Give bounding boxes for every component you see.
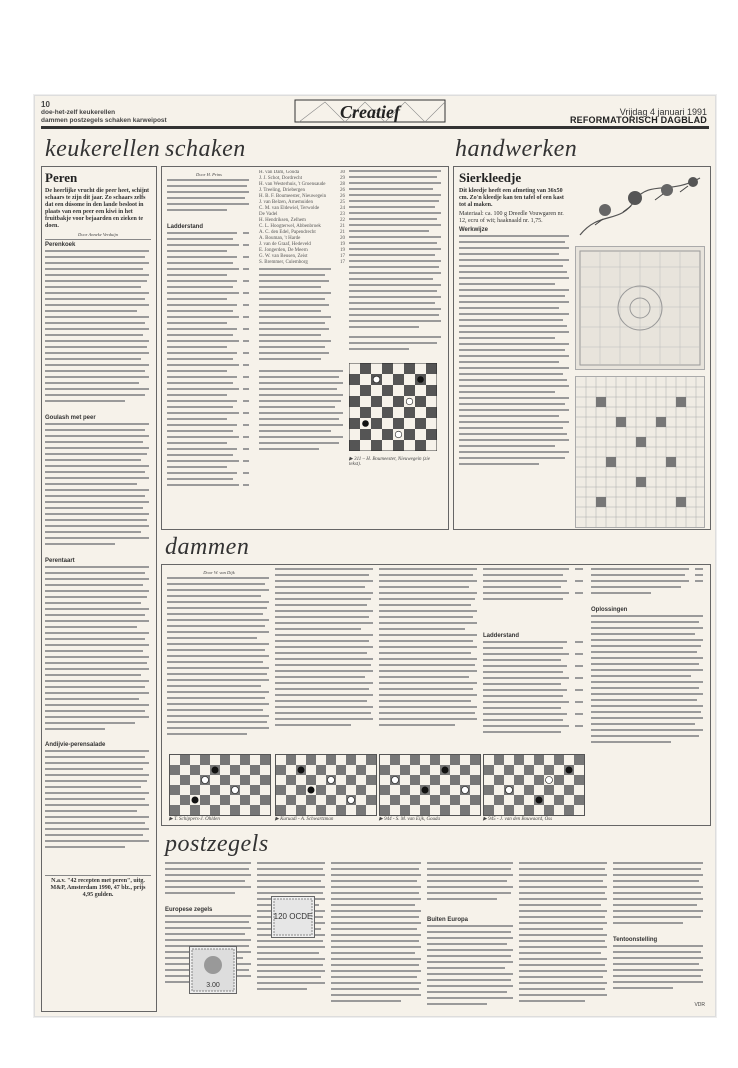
kook-body-3 xyxy=(45,566,151,736)
stamp-europe xyxy=(189,946,237,994)
stamp-ocde xyxy=(271,896,315,938)
dammen-col-4-top xyxy=(483,568,585,628)
stamp-ocde-art xyxy=(272,897,314,937)
section-title-keukerellen: keukerellen xyxy=(45,136,161,162)
schaken-col-1 xyxy=(167,170,251,524)
postzegels-col-6-top xyxy=(613,862,705,932)
flower-illustration xyxy=(575,170,705,240)
postzegels-heading-europa: Europese zegels xyxy=(165,907,213,914)
svg-text:3.00: 3.00 xyxy=(206,982,220,989)
dammen-ladder-list xyxy=(483,641,585,751)
dammen-col-3 xyxy=(379,568,479,752)
postzegels-col-3 xyxy=(331,862,423,1010)
postzegels-col-3-text xyxy=(331,862,423,1010)
schaken-row: C. L. Hoogterwel, Abbenbroek 21 xyxy=(259,224,345,229)
handwerken-title: Sierkleedje xyxy=(459,170,522,185)
chess-caption: ▶ 311 – H. Boumeester, Nieuwegein (zie tekst). xyxy=(349,457,430,468)
kook-heading-andijvie: Andijvie-perensalade xyxy=(45,741,106,748)
draughts-caption-2: ▶ Kuruadi - A. Schwartzman xyxy=(275,817,334,822)
chess-diagram xyxy=(349,363,437,451)
draughts-board-2-grid xyxy=(276,755,376,815)
kook-sep-2 xyxy=(45,875,151,876)
kook-title: Peren xyxy=(45,170,78,185)
handwerken-werkwijze: Werkwijze xyxy=(459,227,488,233)
postzegels-author: VDR xyxy=(694,1002,705,1008)
lace-chart-grid xyxy=(576,377,704,527)
handwerken-lead: Dit kleedje heeft een afmeting van 36x50 cm. Zo'n kleedje kan ten tafel of een kast tot al maken. xyxy=(459,188,564,208)
kook-heading-perentaart: Perentaart xyxy=(45,558,75,565)
kook-author: Door Anneke Verduijn xyxy=(78,232,118,237)
lace-pattern xyxy=(576,247,704,369)
schaken-row: E. Jongerden, De Meern 19 xyxy=(259,248,345,253)
dammen-col-3-text xyxy=(379,568,479,748)
postzegels-heading-buiten-europa: Buiten Europa xyxy=(427,917,469,924)
dammen-oplossingen-heading: Oplossingen xyxy=(591,607,628,614)
handwerken-text xyxy=(459,170,571,524)
postzegels-col-5 xyxy=(519,862,609,1010)
dammen-col-5 xyxy=(591,568,705,752)
dammen-author: Door W. van Dijk xyxy=(203,570,235,575)
schaken-row: H. van Dam, Gouda 30 xyxy=(259,170,345,175)
schaken-col-2 xyxy=(259,170,345,524)
kook-text xyxy=(45,170,151,1006)
creatief-logo xyxy=(285,95,455,128)
schaken-col-3-text xyxy=(349,170,443,360)
dammen-col-2-text xyxy=(275,568,375,748)
kook-heading-goulash: Goulash met peer xyxy=(45,415,96,422)
section-index-line2: dammen postzegels schaken karweipost xyxy=(41,117,167,124)
postzegels-col-6 xyxy=(613,862,705,1010)
kook-note: N.a.v. "42 recepten met peren", uitg. M&P, Amsterdam 1990, 47 blz., prijs 4,95 gulden. xyxy=(50,877,146,898)
lace-chart xyxy=(575,376,705,528)
postzegels-intro xyxy=(165,862,253,902)
schaken-row: A. Bouman, 't Harde 20 xyxy=(259,236,345,241)
section-index-line1: doe-het-zelf keukerellen xyxy=(41,109,116,116)
section-title-postzegels: postzegels xyxy=(165,831,269,857)
dammen-col-1 xyxy=(167,568,271,752)
dammen-col-5-top xyxy=(591,568,705,602)
schaken-list-1 xyxy=(167,232,251,502)
kook-heading-perenkoek: Perenkoek xyxy=(45,242,76,248)
postzegels-heading-tentoonstelling: Tentoonstelling xyxy=(613,937,658,944)
schaken-row: G. W. van Beusen, Zeist 17 xyxy=(259,254,345,259)
postzegels-col-4-top xyxy=(427,862,515,912)
schaken-row: A. C. den Edel, Papendrecht 21 xyxy=(259,230,345,235)
kook-body-4 xyxy=(45,750,151,870)
draughts-caption-4: ▶ 945 - J. van den Bouwaard, Oss xyxy=(483,817,553,822)
schaken-row: J. van Belzen, Arnemuiden 25 xyxy=(259,200,345,205)
stamp-europe-art xyxy=(190,947,236,993)
section-index xyxy=(41,109,167,125)
kook-body-1 xyxy=(45,250,151,410)
schaken-row: De Vadel 23 xyxy=(259,212,345,217)
schaken-col-3 xyxy=(349,170,443,524)
section-title-handwerken: handwerken xyxy=(455,136,578,162)
postzegels-col-4-body xyxy=(427,925,515,1010)
header-rule xyxy=(41,126,709,129)
schaken-author: Door H. Prins xyxy=(196,172,222,177)
draughts-board-1-grid xyxy=(170,755,270,815)
schaken-row: J. van de Graaf, Hedeveld 19 xyxy=(259,242,345,247)
page-header xyxy=(35,96,715,134)
draughts-board-2 xyxy=(275,754,377,816)
schaken-row: J. Treeling, Driebergen 26 xyxy=(259,188,345,193)
kook-sep-1 xyxy=(45,239,151,240)
dammen-col-2 xyxy=(275,568,375,752)
schaken-row: C. M. van Eldewiel, Terwolde 24 xyxy=(259,206,345,211)
dammen-col-4 xyxy=(483,568,585,752)
lace-doily-photo xyxy=(575,246,705,370)
kook-lead: De heerlijke vrucht die peer heet, schijnt schaars te zijn dit jaar. Zo schaars zelfs dat een dúsome in den lande besloot in plaats van een peer een kiwi in het fruitbakje voor bejaarden en zieken te doen. xyxy=(45,188,150,229)
logo-text: Creatief xyxy=(340,102,400,122)
draughts-board-1 xyxy=(169,754,271,816)
page-date: Vrijdag 4 januari 1991 xyxy=(619,107,707,117)
dammen-oplossingen-text xyxy=(591,615,705,752)
newspaper-page xyxy=(34,95,716,1017)
schaken-row: H. van Westerhuis, 't Groensaude 28 xyxy=(259,182,345,187)
dammen-ladderstand-heading: Ladderstand xyxy=(483,633,520,640)
schaken-row: S. Bremmer, Culemborg 17 xyxy=(259,260,345,265)
draughts-caption-3: ▶ 944 - S. M. van Eijk, Gouda xyxy=(379,817,441,822)
handwerken-materiaal: Materiaal: ca. 100 g Dreedle Vouwgaren nr. 12, ecru of wit; haaknaald nr. 1,75. xyxy=(459,211,564,224)
schaken-intro xyxy=(167,179,251,219)
schaken-row: H. Hendriksen, Zelhem 22 xyxy=(259,218,345,223)
draughts-board-3 xyxy=(379,754,481,816)
draughts-board-3-grid xyxy=(380,755,480,815)
postzegels-col-4 xyxy=(427,862,515,1010)
svg-text:120 OCDE: 120 OCDE xyxy=(273,912,313,921)
draughts-board-4-grid xyxy=(484,755,584,815)
kook-body-2 xyxy=(45,423,151,553)
postzegels-col-6-body xyxy=(613,945,705,1001)
handwerken-body xyxy=(459,235,571,485)
schaken-row: J. J. Schot, Dordrecht 29 xyxy=(259,176,345,181)
section-title-dammen: dammen xyxy=(165,534,250,560)
dammen-col-1-text xyxy=(167,577,271,747)
schaken-row: H. B. F. Boumeester, Nieuwegein 26 xyxy=(259,194,345,199)
section-title-schaken: schaken xyxy=(165,136,246,162)
postzegels-col-5-text xyxy=(519,862,609,1010)
page-number: 10 xyxy=(41,100,50,109)
newspaper-name: REFORMATORISCH DAGBLAD xyxy=(569,115,707,125)
draughts-board-4 xyxy=(483,754,585,816)
schaken-ladderstand-heading: Ladderstand xyxy=(167,224,204,231)
draughts-caption-1: ▶ T. Schippers-J. Ohlden xyxy=(169,817,220,822)
schaken-list-2 xyxy=(259,266,345,486)
